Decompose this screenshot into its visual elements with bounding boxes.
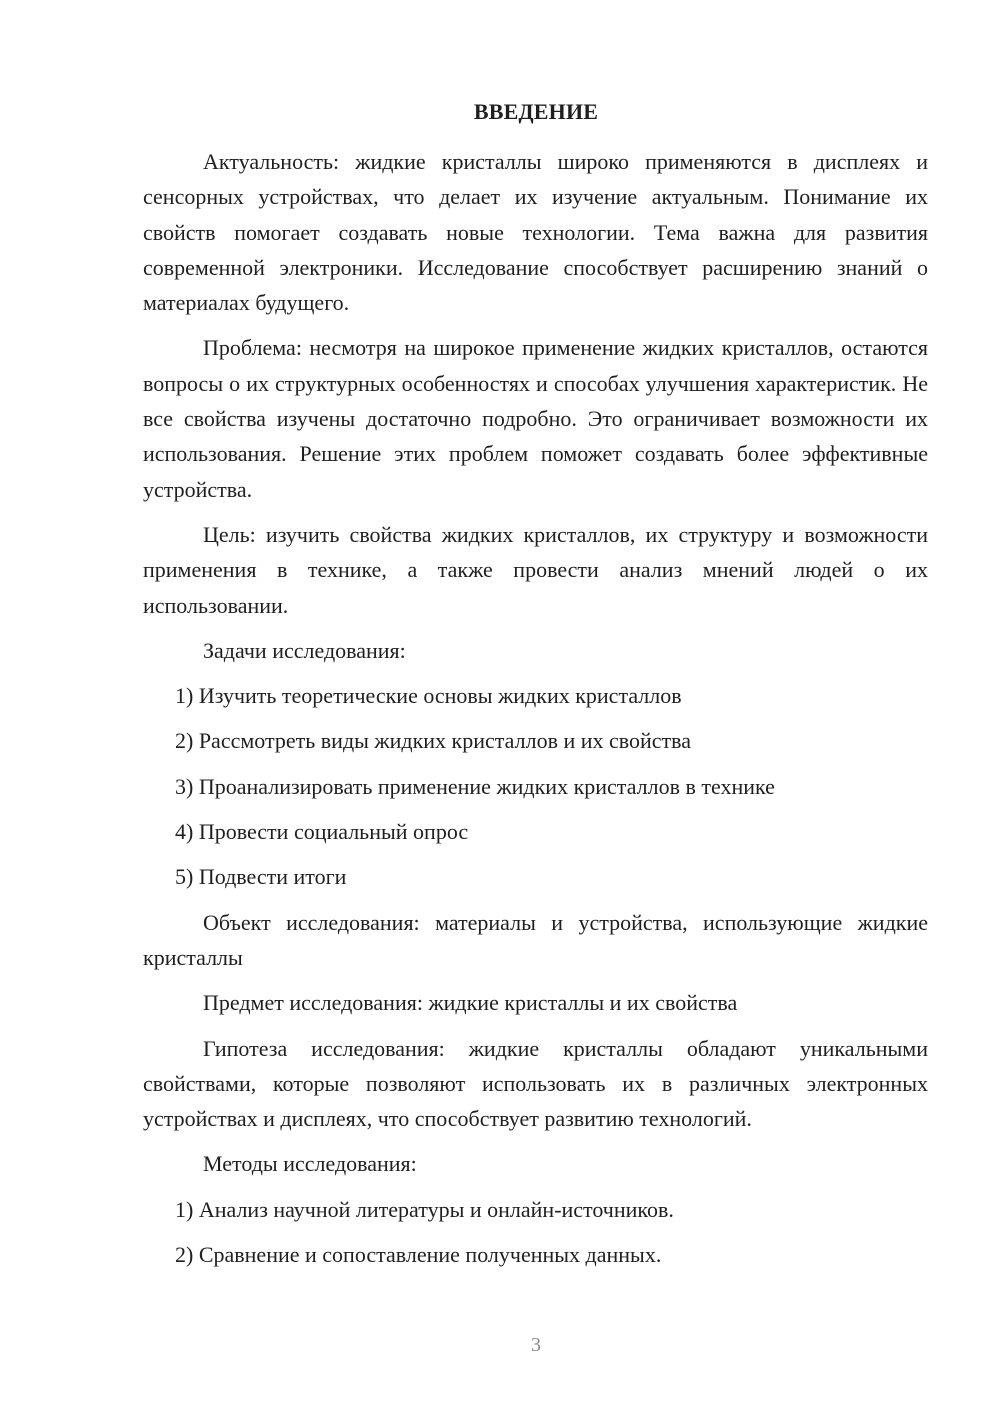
methods-heading: Методы исследования: (203, 1151, 417, 1177)
list-item: 5) Подвести итоги (175, 864, 347, 890)
list-item: 1) Изучить теоретические основы жидких кристаллов (175, 683, 682, 709)
methods-list (143, 1192, 928, 1273)
tasks-heading: Задачи исследования: (203, 637, 406, 663)
body-text (143, 144, 928, 1282)
page-number: 3 (531, 1334, 541, 1356)
list-item: 1) Анализ научной литературы и онлайн-источников. (175, 1196, 674, 1222)
subject-paragraph: Предмет исследования: жидкие кристаллы и их свойства (203, 990, 738, 1016)
tasks-list (143, 678, 928, 894)
list-item: 2) Рассмотреть виды жидких кристаллов и их свойства (175, 728, 692, 754)
problem-paragraph: Проблема: несмотря на широкое применение жидких кристаллов, остаются вопросы о их структурных особенностях и способах улучшения характеристик. Не все свойства изучены достаточно подробно. Это ограничивает возможности их использования. Решение этих проблем поможет создавать более эффективные устройства. (143, 335, 928, 502)
relevance-paragraph: Актуальность: жидкие кристаллы широко применяются в дисплеях и сенсорных устройствах, что делает их изучение актуальным. Понимание их свойств помогает создавать новые технологии. Тема важна для развития современной электроники. Исследование способствует расширению знаний о материалах будущего. (143, 149, 928, 316)
object-paragraph: Объект исследования: материалы и устройства, использующие жидкие кристаллы (143, 909, 928, 970)
hypothesis-paragraph: Гипотеза исследования: жидкие кристаллы обладают уникальными свойствами, которые позволяют использовать их в различных электронных устройствах и дисплеях, что способствует развитию технологий. (143, 1035, 928, 1132)
list-item: 2) Сравнение и сопоставление полученных данных. (175, 1242, 662, 1268)
section-title: ВВЕДЕНИЕ (473, 99, 599, 124)
list-item: 4) Провести социальный опрос (175, 819, 469, 845)
goal-paragraph: Цель: изучить свойства жидких кристаллов, их структуру и возможности применения в технике, а также провести анализ мнений людей о их использовании. (143, 521, 928, 618)
list-item: 3) Проанализировать применение жидких кристаллов в технике (175, 773, 775, 799)
